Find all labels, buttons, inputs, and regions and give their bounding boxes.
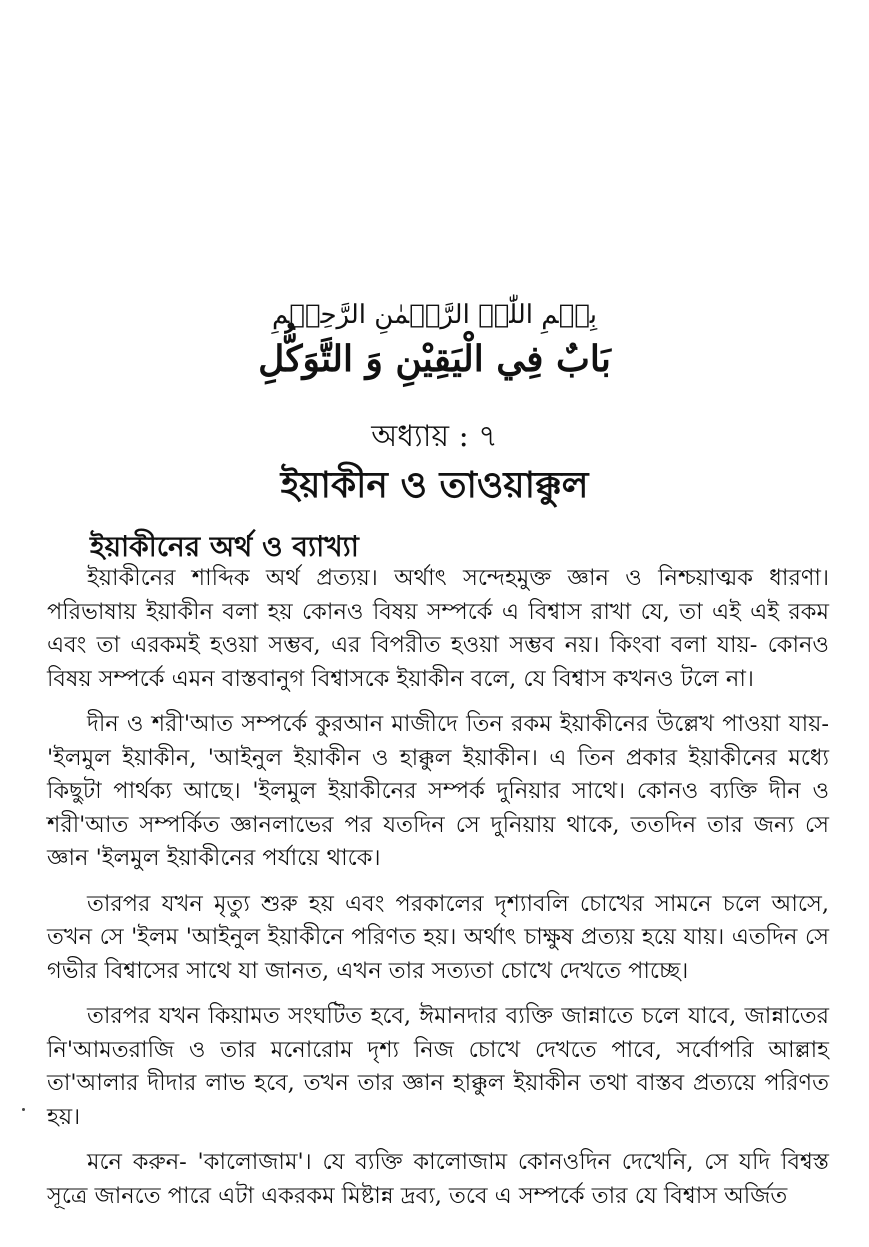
chapter-number: অধ্যায় : ৭ bbox=[371, 419, 498, 454]
paragraph-4: তারপর যখন কিয়ামত সংঘটিত হবে, ঈমানদার ব্যক্তি জান্নাতে চলে যাবে, জান্নাতের নি'আমতরাজি ও তার মনোরোম দৃশ্য নিজ চোখে দেখতে পাবে, সর্বোপরি আল্লাহ তা'আলার দীদার লাভ হবে, তখন তার জ্ঞান হাক্কুল ইয়াকীন তথা বাস্তব প্রত্যয়ে পরিণত হয়। bbox=[47, 1003, 829, 1130]
paragraph-5: মনে করুন- 'কালোজাম'। যে ব্যক্তি কালোজাম কোনওদিন দেখেনি, সে যদি বিশ্বস্ত সূত্রে জানতে পারে এটা একরকম মিষ্টান্ন দ্রব্য, তবে এ সম্পর্কে তার যে বিশ্বাস অর্জিত bbox=[47, 1149, 829, 1209]
scan-speck bbox=[22, 1108, 25, 1111]
bismillah-text: بِسۡمِ اللّٰہِ الرَّحۡمٰنِ الرَّحِیۡمِ bbox=[271, 300, 598, 330]
paragraph-1: ইয়াকীনের শাব্দিক অর্থ প্রত্যয়। অর্থাৎ সন্দেহমুক্ত জ্ঞান ও নিশ্চয়াত্মক ধারণা। পরিভাষায় ইয়াকীন বলা হয় কোনও বিষয় সম্পর্কে এ বিশ্বাস রাখা যে, তা এই এই রকম এবং তা এরকমই হওয়া সম্ভব, এর বিপরীত হওয়া সম্ভব নয়। কিংবা বলা যায়- কোনও বিষয় সম্পর্কে এমন বাস্তবানুগ বিশ্বাসকে ইয়াকীন বলে, যে বিশ্বাস কখনও টলে না। bbox=[47, 565, 829, 692]
paragraph-3: তারপর যখন মৃত্যু শুরু হয় এবং পরকালের দৃশ্যাবলি চোখের সামনে চলে আসে, তখন সে 'ইলম 'আইনুল ইয়াকীনে পরিণত হয়। অর্থাৎ চাক্ষুষ প্রত্যয় হয়ে যায়। এতদিন সে গভীর বিশ্বাসের সাথে যা জানত, এখন তার সত্যতা চোখে দেখতে পাচ্ছে। bbox=[47, 890, 829, 984]
paragraph-2: দীন ও শরী'আত সম্পর্কে কুরআন মাজীদে তিন রকম ইয়াকীনের উল্লেখ পাওয়া যায়- 'ইলমুল ইয়াকীন, 'আইনুল ইয়াকীন ও হাক্কুল ইয়াকীন। এ তিন প্রকার ইয়াকীনের মধ্যে কিছুটা পার্থক্য আছে। 'ইলমুল ইয়াকীনের সম্পর্ক দুনিয়ার সাথে। কোনও ব্যক্তি দীন ও শরী'আত সম্পর্কিত জ্ঞানলাভের পর যতদিন সে দুনিয়ায় থাকে, ততদিন তার জন্য সে জ্ঞান 'ইলমুল ইয়াকীনের পর্যায়ে থাকে। bbox=[47, 711, 829, 871]
section-heading: ইয়াকীনের অর্থ ও ব্যাখ্যা bbox=[90, 530, 359, 563]
body-text bbox=[47, 562, 829, 1213]
chapter-title: ইয়াকীন ও তাওয়াক্কুল bbox=[280, 464, 589, 506]
arabic-chapter-title: بَابٌ فِي الْيَقِيْنِ وَ التَّوَكُّلِ bbox=[258, 338, 611, 380]
